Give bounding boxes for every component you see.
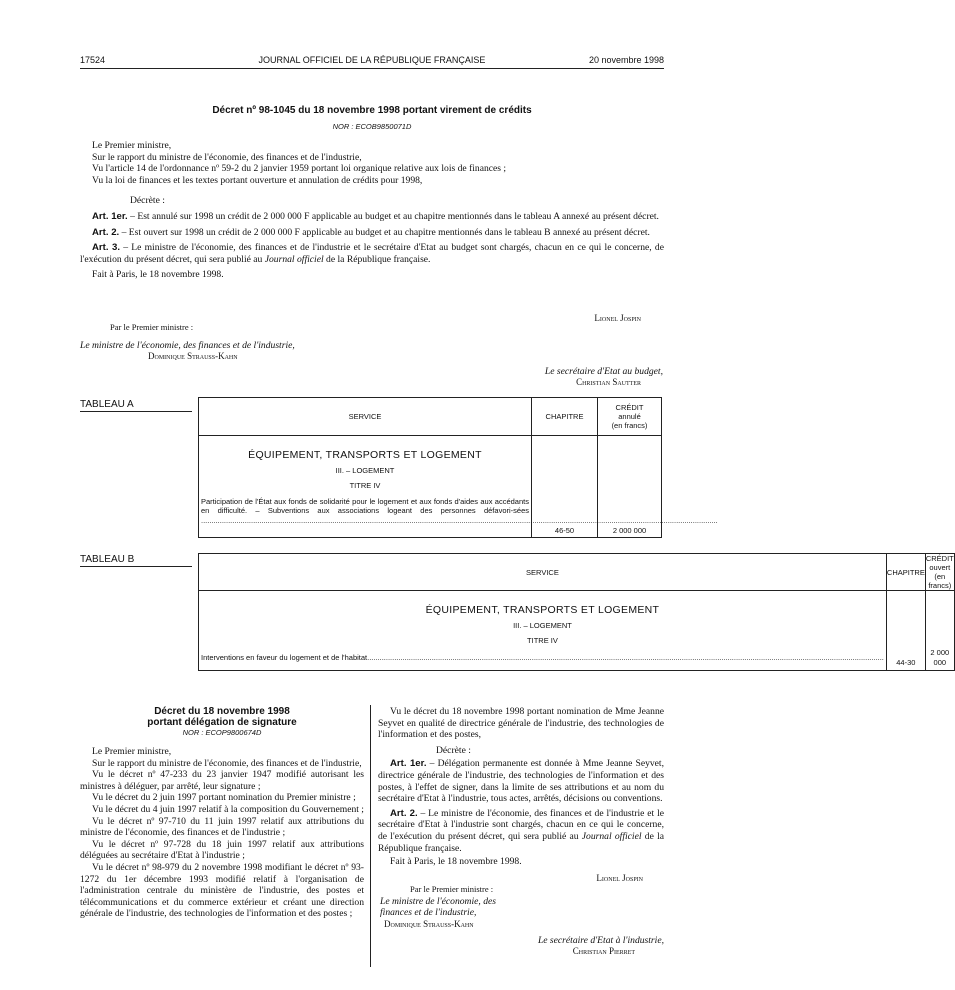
section-title: ÉQUIPEMENT, TRANSPORTS ET LOGEMENT: [425, 604, 660, 616]
service-cell: [199, 436, 532, 538]
section-sub2: TITRE IV: [349, 481, 381, 491]
article-1-text: – Délégation permanente est donnée à Mme Jeanne Seyvet, directrice générale de l'industrie, des technologies de l'information et des postes, à l'effet de signer, dans la limite de ses attributions et au nom du secrétaire d'Etat à l'industrie, tous actes, arrêtés, décisions ou conventions.: [378, 758, 664, 805]
fait-a-paris: Fait à Paris, le 18 novembre 1998.: [390, 856, 522, 868]
article-2-text-end: de la République française.: [378, 830, 664, 854]
preamble-line: Vu l'article 14 de l'ordonnance nº 59-2 du 2 janvier 1959 portant loi organique relative aux lois de finances ;: [92, 163, 507, 175]
col-credit: [925, 554, 954, 591]
preamble-line: Vu le décret nº 97-710 du 11 juin 1997 relatif aux attributions du ministre de l'économie, des finances et de l'industrie ;: [80, 815, 364, 839]
par-premier-ministre: Par le Premier ministre :: [410, 884, 494, 894]
minister-name: Dominique Strauss-Kahn: [148, 351, 238, 361]
journal-officiel-ref: Journal officiel: [581, 830, 642, 842]
preamble-line: Sur le rapport du ministre de l'économie, des finances et de l'industrie,: [92, 151, 362, 163]
decree2-right-column: [378, 706, 664, 868]
article-3-text: – Le ministre de l'économie, des finances et de l'industrie et le secrétaire d'Etat au budget sont chargés, chacun en ce qui le concerne, de l'exécution du présent décret, qui sera publié au: [80, 242, 664, 265]
journal-officiel-ref: Journal officiel: [264, 253, 324, 265]
section-sub2: TITRE IV: [527, 636, 558, 646]
row-text: [201, 653, 884, 662]
article-2-text: – Le ministre de l'économie, des finances et de l'industrie et le secrétaire d'Etat à l'industrie sont chargés, chacun en ce qui le concerne, de l'exécution du présent décret, qui sera publié au: [378, 807, 664, 842]
secretary-title: Le secrétaire d'Etat au budget,: [544, 366, 663, 377]
minister-title: Le ministre de l'économie, des finances et de l'industrie,: [380, 896, 496, 918]
decrete-label: Décrète :: [436, 744, 471, 756]
section-sub1: III. – LOGEMENT: [335, 465, 395, 475]
secretary-title: Le secrétaire d'Etat à l'industrie,: [537, 935, 664, 946]
preamble-line: Vu le décret du 4 juin 1997 relatif à la composition du Gouvernement ;: [92, 803, 364, 815]
decree2-title: Décret du 18 novembre 1998: [154, 706, 290, 717]
row-text: [201, 497, 529, 525]
col-credit-line: (en francs): [611, 421, 648, 430]
preamble-line: Vu le décret nº 47-233 du 23 janvier 1947 modifié autorisant les ministres à déléguer, par arrêté, leur signature ;: [80, 769, 364, 792]
preamble-line: Le Premier ministre,: [92, 746, 172, 757]
leader-dots: [201, 516, 501, 525]
article-2: [80, 227, 664, 239]
col-credit-line: CRÉDIT: [925, 554, 954, 563]
signer-pm: Lionel Jospin: [594, 313, 641, 323]
page-number: 17524: [80, 55, 106, 65]
journal-title: JOURNAL OFFICIEL DE LA RÉPUBLIQUE FRANÇAISE: [258, 55, 486, 65]
col-chapitre: CHAPITRE: [886, 554, 925, 591]
article-1-text: – Est annulé sur 1998 un crédit de 2 000 000 F applicable au budget et au chapitre mentionnés dans le tableau A annexé au présent décret.: [127, 210, 659, 222]
par-premier-ministre: Par le Premier ministre :: [110, 322, 194, 332]
issue-date: 20 novembre 1998: [588, 55, 664, 65]
article-2-label: Art. 2.: [92, 226, 120, 238]
article-1: [80, 211, 664, 223]
secretary-name: Christian Sautter: [576, 377, 641, 387]
article-3: [80, 242, 664, 265]
col-service: SERVICE: [199, 398, 532, 436]
article-2-text: – Est ouvert sur 1998 un crédit de 2 000 000 F applicable au budget et au chapitre mentionnés dans le tableau B annexé au présent décret.: [119, 226, 650, 238]
fait-a-paris: Fait à Paris, le 18 novembre 1998.: [92, 269, 224, 281]
article-2-label: Art. 2.: [390, 807, 418, 819]
row-chapitre: 46-50: [532, 436, 598, 538]
preamble-line: Vu le décret du 18 novembre 1998 portant nomination de Mme Jeanne Seyvet en qualité de directrice générale de l'industrie, des technologies de l'information et des postes,: [378, 706, 664, 741]
header-rule: [80, 68, 664, 69]
col-chapitre: CHAPITRE: [532, 398, 598, 436]
col-credit-line: CRÉDIT: [615, 403, 644, 412]
col-credit: [598, 398, 662, 436]
preamble-line: Vu le décret nº 98-979 du 2 novembre 1998 modifiant le décret nº 93-1272 du 1er décembre 1993 modifié relatif à l'organisation de l'administration centrale du ministère de l'industrie, des postes et télécommunications et du commerce extérieur et créant une direction générale de l'industrie, des technologies de l'information et des postes ;: [80, 861, 364, 920]
col-service: SERVICE: [199, 554, 887, 591]
row-chapitre: 44-30: [886, 591, 925, 671]
preamble-line: Vu le décret nº 97-728 du 18 juin 1997 relatif aux attributions déléguées au secrétaire d'Etat à l'industrie ;: [80, 838, 364, 862]
article-1: [378, 758, 664, 804]
tableau-b-caption: TABLEAU B: [80, 554, 192, 567]
decree2-nor: NOR : ECOP9800674D: [182, 728, 262, 737]
preamble-line: Sur le rapport du ministre de l'économie, des finances et de l'industrie,: [92, 757, 362, 769]
row-credit: 2 000 000: [598, 436, 662, 538]
tableau-a: [198, 397, 662, 538]
section-sub1: III. – LOGEMENT: [513, 620, 572, 630]
row-credit: 2 000 000: [925, 591, 954, 671]
column-divider: [370, 705, 371, 967]
preamble-line: Le Premier ministre,: [92, 140, 172, 151]
decree2-left-column: [80, 706, 364, 920]
signer-pm: Lionel Jospin: [596, 873, 643, 883]
service-cell: [199, 591, 887, 671]
row-label: Interventions en faveur du logement et de l'habitat: [201, 652, 368, 662]
tableau-a-caption: TABLEAU A: [80, 399, 192, 412]
article-3-text-end: de la République française.: [323, 253, 431, 265]
decree2-title-2: portant délégation de signature: [147, 717, 297, 728]
col-credit-line: (en francs): [928, 572, 952, 590]
tableau-b: [198, 553, 955, 671]
preamble-line: Vu le décret du 2 juin 1997 portant nomination du Premier ministre ;: [92, 792, 356, 804]
minister-title: Le ministre de l'économie, des finances et de l'industrie,: [80, 340, 295, 351]
decree1-title: Décret nº 98-1045 du 18 novembre 1998 portant virement de crédits: [212, 105, 532, 116]
decree1-body: [80, 140, 664, 281]
decree1-nor: NOR : ECOB9850071D: [332, 122, 412, 131]
leader-dots: [367, 653, 884, 662]
article-2: [378, 808, 664, 854]
article-3-label: Art. 3.: [92, 242, 121, 254]
decrete-label: Décrète :: [130, 195, 165, 207]
col-credit-line: ouvert: [929, 563, 951, 572]
preamble-line: Vu la loi de finances et les textes portant ouverture et annulation de crédits pour 1998,: [92, 174, 423, 186]
article-1-label: Art. 1er.: [390, 758, 427, 770]
section-title: ÉQUIPEMENT, TRANSPORTS ET LOGEMENT: [248, 449, 482, 461]
minister-name: Dominique Strauss-Kahn: [384, 919, 474, 929]
col-credit-line: annulé: [618, 412, 641, 421]
row-label: Participation de l'État aux fonds de solidarité pour le logement et aux fonds d'aides aux accédants en difficulté. – Subventions aux associations logeant des personnes défavori-sées: [201, 496, 529, 516]
secretary-name: Christian Pierret: [572, 946, 635, 956]
article-1-label: Art. 1er.: [92, 210, 128, 222]
